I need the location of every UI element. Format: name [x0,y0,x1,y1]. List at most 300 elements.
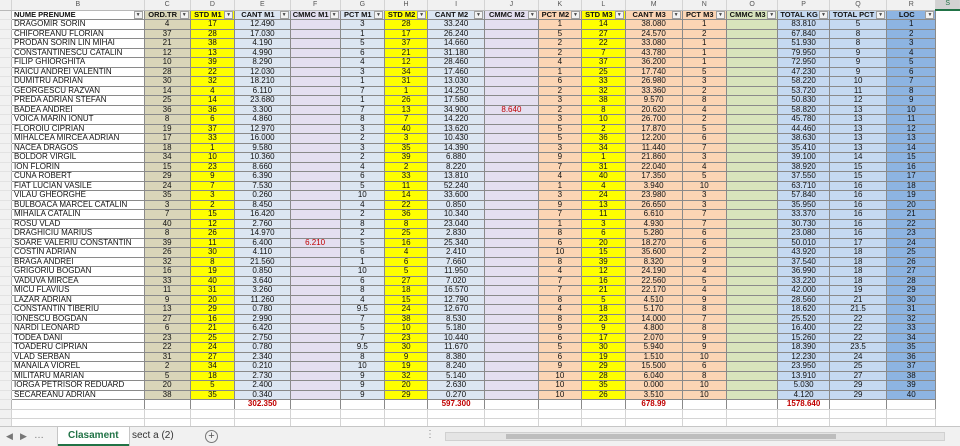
cell-pct-m3[interactable]: 5 [682,172,726,182]
cell-total-kg[interactable]: 36.990 [778,267,830,277]
row-header[interactable] [0,257,12,267]
empty-cell[interactable] [682,409,726,418]
cell-cmmc-m1[interactable] [290,124,340,134]
cell-total-pct[interactable]: 10 [830,77,887,87]
cell-pct-m3[interactable]: 6 [682,238,726,248]
cell-total-pct[interactable]: 16 [830,210,887,220]
cell-cmmc-m1[interactable] [290,248,340,258]
cell-total-pct[interactable]: 13 [830,134,887,144]
cell-std-m2[interactable]: 18 [385,286,428,296]
cell-total-pct[interactable]: 17 [830,238,887,248]
cell-loc[interactable]: 38 [887,371,936,381]
cell-cant-m1[interactable]: 3.260 [235,286,291,296]
more-tabs-icon[interactable]: … [34,430,44,441]
row-header[interactable] [0,381,12,391]
row-header[interactable] [0,238,12,248]
cell-name[interactable]: VILAU GHEORGHE [12,191,145,201]
cell-total-kg[interactable]: 50.830 [778,96,830,106]
cell-total-kg[interactable]: 37.540 [778,257,830,267]
cell-std-m1[interactable]: 21 [190,324,234,334]
cell-loc[interactable]: 33 [887,324,936,334]
cell-std-m2[interactable]: 2 [385,162,428,172]
cell-loc[interactable]: 29 [887,286,936,296]
cell-ord-tr[interactable]: 29 [144,172,190,182]
cell-cant-m1[interactable]: 7.530 [235,181,291,191]
cell-total-kg[interactable]: 72.950 [778,58,830,68]
cell-ord-tr[interactable]: 5 [144,371,190,381]
cell-pct-m3[interactable]: 1 [682,58,726,68]
cell-cmmc-m2[interactable] [484,20,538,30]
column-header-b[interactable]: B [12,0,145,10]
row-header[interactable] [0,39,12,49]
cell-std-m1[interactable]: 18 [190,371,234,381]
row-header[interactable] [0,324,12,334]
cell-std-m3[interactable]: 37 [581,58,625,68]
cell-cmmc-m3[interactable] [726,20,777,30]
cell-std-m3[interactable]: 38 [581,96,625,106]
cell-cmmc-m3[interactable] [726,219,777,229]
cell-pct-m3[interactable]: 6 [682,362,726,372]
cell-pct-m2[interactable]: 4 [538,305,581,315]
cell-cmmc-m1[interactable] [290,134,340,144]
cell-cmmc-m3[interactable] [726,172,777,182]
horizontal-scrollbar[interactable] [445,432,945,441]
cell-loc[interactable]: 13 [887,134,936,144]
cell-ord-tr[interactable]: 6 [144,324,190,334]
cell-pct-m1[interactable]: 10 [340,362,384,372]
cell-cant-m1[interactable]: 2.340 [235,352,291,362]
cell-total-pct[interactable]: 16 [830,191,887,201]
cell-total-kg[interactable]: 51.930 [778,39,830,49]
cell-pct-m2[interactable]: 5 [538,343,581,353]
cell-cant-m2[interactable]: 8.530 [428,314,485,324]
row-header[interactable] [0,191,12,201]
cell-total-pct[interactable]: 16 [830,181,887,191]
cell-pct-m1[interactable]: 8 [340,115,384,125]
cell-total-kg[interactable]: 45.780 [778,115,830,125]
cell-cant-m1[interactable]: 4.860 [235,115,291,125]
cell-name[interactable]: CHIFOREANU FLORIAN [12,29,145,39]
cell-total-kg[interactable]: 44.460 [778,124,830,134]
cell-ord-tr[interactable]: 18 [144,143,190,153]
cell-cmmc-m3[interactable] [726,267,777,277]
cell-cant-m1[interactable]: 8.660 [235,162,291,172]
cell-loc[interactable]: 35 [887,343,936,353]
cell-total-pct[interactable]: 8 [830,29,887,39]
cell-cmmc-m3[interactable] [726,229,777,239]
cell-ord-tr[interactable]: 4 [144,20,190,30]
row-header[interactable] [0,105,12,115]
cell-pct-m1[interactable]: 6 [340,172,384,182]
empty-cell[interactable] [385,409,428,418]
empty-cell[interactable] [340,400,384,410]
cell-cmmc-m3[interactable] [726,257,777,267]
cell-std-m3[interactable]: 16 [581,276,625,286]
cell-cmmc-m1[interactable] [290,39,340,49]
cell-cant-m1[interactable]: 0.340 [235,390,291,400]
cell-std-m3[interactable]: 18 [581,305,625,315]
cell-cant-m1[interactable]: 10.360 [235,153,291,163]
cell-pct-m2[interactable]: 9 [538,324,581,334]
cell-cmmc-m2[interactable] [484,143,538,153]
cell-pct-m2[interactable]: 6 [538,77,581,87]
cell-std-m1[interactable]: 32 [190,77,234,87]
cell-cant-m2[interactable]: 33.240 [428,20,485,30]
cell-std-m1[interactable]: 26 [190,229,234,239]
cell-cant-m2[interactable]: 14.660 [428,39,485,49]
cell-cant-m3[interactable]: 15.500 [625,362,682,372]
cell-std-m3[interactable]: 39 [581,257,625,267]
cell-cant-m1[interactable]: 0.210 [235,362,291,372]
empty-cell[interactable] [682,400,726,410]
empty-cell[interactable] [235,418,291,426]
cell-pct-m2[interactable]: 7 [538,210,581,220]
cell-cmmc-m2[interactable] [484,77,538,87]
cell-std-m1[interactable]: 14 [190,96,234,106]
cell-pct-m1[interactable]: 5 [340,324,384,334]
cell-cant-m3[interactable]: 3.510 [625,390,682,400]
empty-cell[interactable] [625,418,682,426]
cell-total-pct[interactable]: 13 [830,115,887,125]
cell-pct-m1[interactable]: 6 [340,48,384,58]
cell-name[interactable]: TODEA DANI [12,333,145,343]
cell-pct-m2[interactable]: 3 [538,191,581,201]
cell-pct-m2[interactable]: 7 [538,276,581,286]
cell-loc[interactable]: 19 [887,191,936,201]
cell-total-pct[interactable]: 24 [830,352,887,362]
cell-cant-m2[interactable]: 7.020 [428,276,485,286]
cell-pct-m1[interactable]: 2 [340,153,384,163]
cell-total-pct[interactable]: 16 [830,219,887,229]
tab-sect-a-2[interactable]: sect a (2) [132,430,174,441]
cell-pct-m3[interactable]: 8 [682,305,726,315]
cell-cant-m1[interactable]: 12.030 [235,67,291,77]
cell-cant-m2[interactable]: 8.220 [428,162,485,172]
cell-total-pct[interactable]: 13 [830,143,887,153]
cell-std-m1[interactable]: 35 [190,390,234,400]
cell-std-m3[interactable]: 6 [581,229,625,239]
row-header[interactable] [0,96,12,106]
cell-pct-m2[interactable]: 2 [538,86,581,96]
cell-loc[interactable]: 26 [887,257,936,267]
cell-pct-m2[interactable]: 8 [538,314,581,324]
cell-cmmc-m1[interactable] [290,153,340,163]
dropdown-filter-icon[interactable]: ▼ [417,11,426,19]
cell-std-m1[interactable]: 25 [190,333,234,343]
cell-loc[interactable]: 4 [887,48,936,58]
dropdown-filter-icon[interactable]: ▼ [767,11,776,19]
cell-std-m1[interactable]: 40 [190,276,234,286]
cell-total-pct[interactable]: 12 [830,96,887,106]
cell-cmmc-m2[interactable] [484,67,538,77]
cell-cmmc-m1[interactable] [290,371,340,381]
empty-cell[interactable] [778,409,830,418]
cell-ord-tr[interactable]: 33 [144,276,190,286]
cell-cant-m1[interactable]: 12.970 [235,124,291,134]
cell-cant-m3[interactable]: 22.040 [625,162,682,172]
dropdown-filter-icon[interactable]: ▼ [528,11,537,19]
cell-name[interactable]: VLAD SERBAN [12,352,145,362]
cell-name[interactable]: COSTIN ADRIAN [12,248,145,258]
cell-std-m2[interactable]: 13 [385,105,428,115]
empty-cell[interactable] [428,418,485,426]
cell-std-m1[interactable]: 16 [190,314,234,324]
cell-cmmc-m1[interactable] [290,210,340,220]
cell-cmmc-m1[interactable] [290,257,340,267]
row-header[interactable] [0,248,12,258]
cell-std-m1[interactable]: 28 [190,29,234,39]
cell-cmmc-m1[interactable] [290,143,340,153]
cell-cmmc-m2[interactable] [484,172,538,182]
cell-cant-m1[interactable]: 6.420 [235,324,291,334]
cell-std-m2[interactable]: 12 [385,58,428,68]
cell-pct-m2[interactable]: 2 [538,48,581,58]
cell-cant-m1[interactable]: 0.260 [235,191,291,201]
cell-std-m3[interactable]: 33 [581,77,625,87]
cell-pct-m1[interactable]: 3 [340,67,384,77]
cell-pct-m3[interactable]: 3 [682,191,726,201]
column-header-s[interactable]: S [936,0,960,10]
cell-pct-m3[interactable]: 1 [682,20,726,30]
cell-cant-m1[interactable]: 4.990 [235,48,291,58]
cell-pct-m1[interactable]: 5 [340,238,384,248]
cell-pct-m1[interactable]: 8 [340,286,384,296]
cell-std-m1[interactable]: 4 [190,86,234,96]
cell-total-kg[interactable]: 50.010 [778,238,830,248]
cell-pct-m2[interactable]: 9 [538,200,581,210]
row-header[interactable] [0,390,12,400]
cell-pct-m1[interactable]: 4 [340,162,384,172]
cell-cant-m2[interactable]: 7.660 [428,257,485,267]
cell-loc[interactable]: 34 [887,333,936,343]
dropdown-filter-icon[interactable]: ▼ [374,11,383,19]
cell-total-pct[interactable]: 15 [830,172,887,182]
cell-loc[interactable]: 11 [887,115,936,125]
cell-cant-m3[interactable]: 17.870 [625,124,682,134]
cell-std-m1[interactable]: 30 [190,248,234,258]
cell-cmmc-m1[interactable] [290,96,340,106]
empty-cell[interactable] [887,418,936,426]
cell-cmmc-m2[interactable] [484,200,538,210]
column-header-k[interactable]: K [538,0,581,10]
cell-loc[interactable]: 17 [887,172,936,182]
cell-pct-m3[interactable]: 2 [682,29,726,39]
cell-total-kg[interactable]: 35.410 [778,143,830,153]
dropdown-filter-icon[interactable]: ▼ [819,11,828,19]
cell-cant-m2[interactable]: 2.410 [428,248,485,258]
cell-pct-m2[interactable]: 2 [538,105,581,115]
cell-total-pct[interactable]: 15 [830,162,887,172]
cell-cmmc-m2[interactable] [484,238,538,248]
cell-cant-m1[interactable]: 12.490 [235,20,291,30]
cell-name[interactable]: IONESCU BOGDAN [12,314,145,324]
cell-cant-m1[interactable]: 23.680 [235,96,291,106]
cell-total-pct[interactable]: 18 [830,257,887,267]
cell-name[interactable]: GEORGESCU RAZVAN [12,86,145,96]
cell-pct-m1[interactable]: 6 [340,248,384,258]
cell-std-m3[interactable]: 17 [581,333,625,343]
cell-std-m1[interactable]: 36 [190,105,234,115]
empty-cell[interactable] [190,400,234,410]
cell-total-kg[interactable]: 38.920 [778,162,830,172]
cell-pct-m2[interactable]: 7 [538,162,581,172]
column-header-l[interactable]: L [581,0,625,10]
cell-cant-m2[interactable]: 13.810 [428,172,485,182]
cell-pct-m2[interactable]: 10 [538,371,581,381]
cell-pct-m3[interactable]: 7 [682,314,726,324]
cell-total-kg[interactable]: 58.820 [778,105,830,115]
dropdown-filter-icon[interactable]: ▼ [925,11,934,19]
column-header-f[interactable]: F [290,0,340,10]
cell-std-m2[interactable]: 1 [385,86,428,96]
cell-std-m3[interactable]: 7 [581,48,625,58]
cell-std-m1[interactable]: 9 [190,172,234,182]
cell-cant-m3[interactable]: 5.940 [625,343,682,353]
cell-cant-m3[interactable]: 24.570 [625,29,682,39]
cell-cmmc-m2[interactable] [484,333,538,343]
cell-cant-m3[interactable]: 2.070 [625,333,682,343]
cell-std-m1[interactable]: 13 [190,48,234,58]
cell-loc[interactable]: 36 [887,352,936,362]
dropdown-filter-icon[interactable]: ▼ [180,11,189,19]
cell-total-kg[interactable]: 35.950 [778,200,830,210]
cell-name[interactable]: BADEA ANDREI [12,105,145,115]
cell-std-m3[interactable]: 23 [581,314,625,324]
cell-pct-m3[interactable]: 2 [682,86,726,96]
cell-total-pct[interactable]: 25 [830,362,887,372]
cell-std-m2[interactable]: 24 [385,305,428,315]
cell-ord-tr[interactable]: 9 [144,295,190,305]
cell-pct-m2[interactable]: 9 [538,362,581,372]
cell-ord-tr[interactable]: 7 [144,210,190,220]
cell-ord-tr[interactable]: 31 [144,352,190,362]
cell-cmmc-m3[interactable] [726,77,777,87]
cell-name[interactable]: SECAREANU ADRIAN [12,390,145,400]
cell-pct-m3[interactable]: 2 [682,115,726,125]
cell-cmmc-m3[interactable] [726,48,777,58]
cell-pct-m1[interactable]: 4 [340,58,384,68]
cell-std-m1[interactable]: 2 [190,200,234,210]
cell-cmmc-m2[interactable] [484,134,538,144]
cell-loc[interactable]: 39 [887,381,936,391]
cell-cmmc-m1[interactable] [290,333,340,343]
cell-name[interactable]: PREDA ADRIAN STEFAN [12,96,145,106]
cell-name[interactable]: IORGA PETRISOR REDUARD [12,381,145,391]
cell-pct-m2[interactable]: 6 [538,238,581,248]
cell-name[interactable]: CUNA ROBERT [12,172,145,182]
cell-loc[interactable]: 37 [887,362,936,372]
empty-cell[interactable] [682,418,726,426]
cell-total-kg[interactable]: 25.520 [778,314,830,324]
cell-std-m1[interactable]: 33 [190,134,234,144]
cell-pct-m1[interactable]: 1 [340,257,384,267]
row-header[interactable] [0,86,12,96]
cell-cmmc-m3[interactable] [726,248,777,258]
cell-pct-m2[interactable]: 1 [538,20,581,30]
cell-cant-m1[interactable]: 17.030 [235,29,291,39]
cell-total-kg[interactable]: 16.400 [778,324,830,334]
row-header[interactable] [0,162,12,172]
cell-name[interactable]: VADUVA MIRCEA [12,276,145,286]
cell-cant-m1[interactable]: 2.730 [235,371,291,381]
cell-std-m2[interactable]: 19 [385,362,428,372]
cell-pct-m1[interactable]: 5 [340,39,384,49]
cell-total-pct[interactable]: 18 [830,276,887,286]
cell-std-m1[interactable]: 19 [190,267,234,277]
cell-name[interactable]: VOICA MARIN IONUT [12,115,145,125]
dropdown-filter-icon[interactable]: ▼ [280,11,289,19]
cell-total-pct[interactable]: 21 [830,295,887,305]
cell-std-m2[interactable]: 5 [385,267,428,277]
cell-total-kg[interactable]: 18.390 [778,343,830,353]
cell-cant-m3[interactable]: 38.080 [625,20,682,30]
cell-pct-m1[interactable]: 2 [340,210,384,220]
cell-cmmc-m1[interactable] [290,86,340,96]
cell-total-pct[interactable]: 29 [830,390,887,400]
cell-name[interactable]: BULBOACA MARCEL CATALIN [12,200,145,210]
cell-cmmc-m3[interactable] [726,324,777,334]
cell-name[interactable]: ROSU VLAD [12,219,145,229]
cell-ord-tr[interactable]: 32 [144,257,190,267]
cell-total-kg[interactable]: 53.720 [778,86,830,96]
cell-cant-m3[interactable]: 5.170 [625,305,682,315]
cell-total-kg[interactable]: 18.620 [778,305,830,315]
cell-cmmc-m3[interactable] [726,181,777,191]
cell-ord-tr[interactable]: 38 [144,390,190,400]
cell-std-m3[interactable]: 40 [581,172,625,182]
cell-loc[interactable]: 15 [887,153,936,163]
column-header-c[interactable]: C [144,0,190,10]
cell-cmmc-m3[interactable] [726,86,777,96]
cell-cmmc-m1[interactable] [290,191,340,201]
row-header[interactable] [0,276,12,286]
cell-ord-tr[interactable]: 10 [144,58,190,68]
cell-pct-m3[interactable]: 5 [682,67,726,77]
empty-cell[interactable] [830,409,887,418]
cell-loc[interactable]: 10 [887,105,936,115]
cell-std-m2[interactable]: 36 [385,210,428,220]
cell-pct-m3[interactable]: 10 [682,352,726,362]
row-header[interactable] [0,181,12,191]
cell-total-pct[interactable]: 13 [830,105,887,115]
cell-std-m2[interactable]: 25 [385,229,428,239]
cell-cmmc-m2[interactable] [484,286,538,296]
cell-pct-m2[interactable]: 10 [538,248,581,258]
cell-cmmc-m1[interactable] [290,324,340,334]
cell-std-m2[interactable]: 8 [385,219,428,229]
cell-cmmc-m1[interactable] [290,67,340,77]
row-header[interactable] [0,305,12,315]
empty-cell[interactable] [538,409,581,418]
row-header[interactable] [0,219,12,229]
cell-pct-m1[interactable]: 5 [340,181,384,191]
cell-pct-m1[interactable]: 4 [340,200,384,210]
cell-cmmc-m1[interactable] [290,352,340,362]
cell-total-pct[interactable]: 22 [830,314,887,324]
cell-cmmc-m2[interactable] [484,305,538,315]
cell-cant-m2[interactable]: 0.270 [428,390,485,400]
cell-pct-m3[interactable]: 4 [682,162,726,172]
cell-cmmc-m1[interactable] [290,48,340,58]
cell-cmmc-m3[interactable] [726,333,777,343]
cell-total-kg[interactable]: 39.100 [778,153,830,163]
cell-cant-m3[interactable]: 4.800 [625,324,682,334]
row-header[interactable] [0,134,12,144]
empty-cell[interactable] [385,418,428,426]
cell-cant-m3[interactable]: 12.200 [625,134,682,144]
cell-std-m1[interactable]: 3 [190,191,234,201]
cell-cant-m1[interactable]: 8.450 [235,200,291,210]
